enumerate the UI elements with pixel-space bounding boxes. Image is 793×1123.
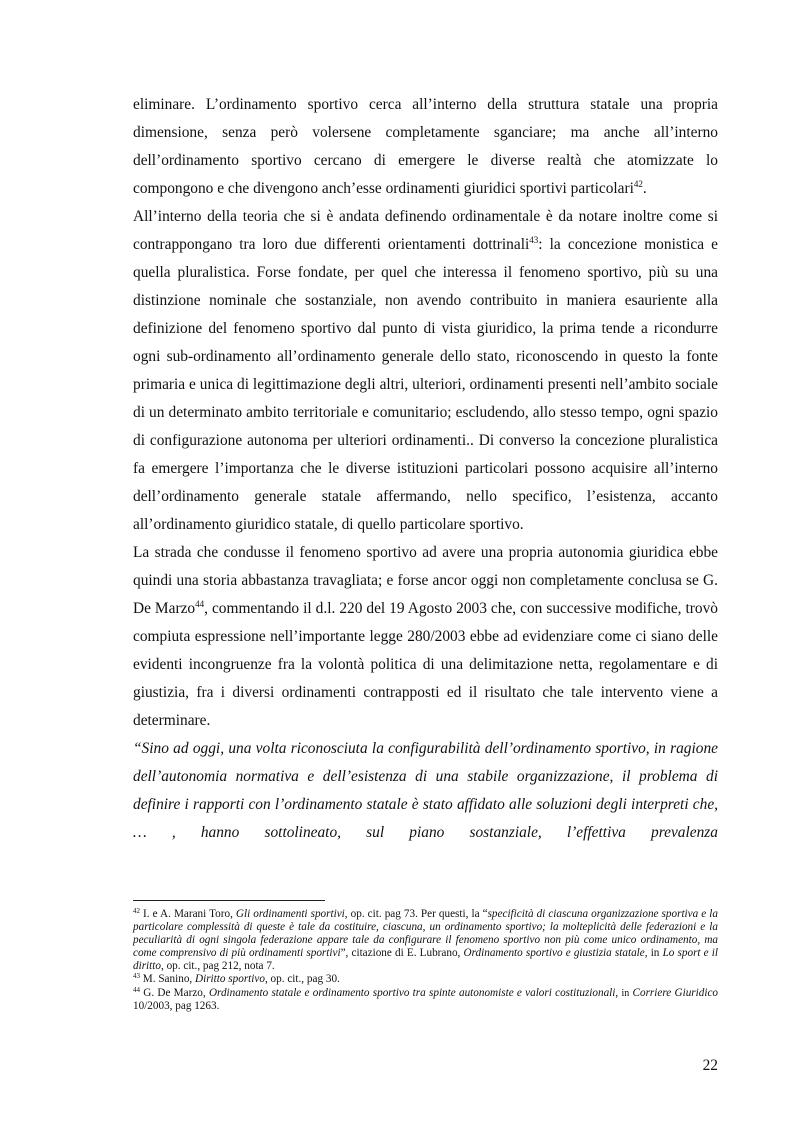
paragraph-1: eliminare. L’ordinamento sportivo cerca all’interno della struttura statale una propria dimensione, senza però volersene completamente sganciare; ma anche all’interno dell’ordinamento sportivo cercano di emergere le diverse realtà che atomizzate lo compongono e che divengono anch’esse ordinamenti giuridici sportivi particolari$^{42}$. [133, 96, 718, 197]
footnote-number: 43 [133, 972, 140, 981]
quotation-paragraph: “Sino ad oggi, una volta riconosciuta la configurabilità dell’ordinamento sportivo, in ragione dell’autonomia normativa e dell’esistenza di una stabile organizzazione, il problema di definire i rapporti con l’ordinamento statale è stato affidato alle soluzioni degli interpreti che, … , hanno sottolineato, sul piano sostanziale, l’effettiva prevalenza [133, 740, 718, 841]
footnote-separator [133, 900, 325, 901]
footnote-44: $^{44}$ G. De Marzo, Ordinamento statale e ordinamento sportivo tra spinte autonomiste e valori costituzionali, in Corriere Giuridico 10/2003, pag 1263. [133, 985, 719, 1012]
footnote-number: 44 [133, 985, 140, 994]
footnotes [133, 908, 718, 1013]
page-number: 22 [702, 1057, 718, 1074]
footnote-ref-42[interactable]: 42 [633, 179, 643, 189]
footnote-42: $^{42}$ I. e A. Marani Toro, Gli ordinamenti sportivi, op. cit. pag 73. Per questi, la “specificità di ciascuna organizzazione sportiva e la particolare complessità di queste è tale da costituire, ciascuna, un ordinamento sportivo; la molteplicità delle federazioni e la peculiarità di ogni singola federazione appare tale da configurare il fenomeno sportivo non più come unico ordinamento, ma come comprensivo di più ordinamenti sportivi”, citazione di E. Lubrano, Ordinamento sportivo e giustizia statale, in Lo sport e il diritto, op. cit., pag 212, nota 7. [133, 907, 719, 973]
footnote-ref-43[interactable]: 43 [529, 235, 539, 245]
footnote-ref-44[interactable]: 44 [195, 599, 205, 609]
body-text [133, 91, 718, 847]
paragraph-3: La strada che condusse il fenomeno sportivo ad avere una propria autonomia giuridica ebbe quindi una storia abbastanza travagliata; e forse ancor oggi non completamente conclusa se G. De Marzo$^{44}$, commentando il d.l. 220 del 19 Agosto 2003 che, con successive modifiche, trovò compiuta espressione nell’importante legge 280/2003 ebbe ad evidenziare come ci siano delle evidenti incongruenze fra la volontà politica di una delimitazione netta, regolamentare e di giustizia, fra i diversi ordinamenti contrapposti ed il risultato che tale intervento viene a determinare. [133, 544, 718, 729]
paragraph-2: All’interno della teoria che si è andata definendo ordinamentale è da notare inoltre come si contrappongano tra loro due differenti orientamenti dottrinali$^{43}$: la concezione monistica e quella pluralistica. Forse fondate, per quel che interessa il fenomeno sportivo, più su una distinzione nominale che sostanziale, non avendo contribuito in maniera esauriente alla definizione del fenomeno sportivo dal punto di vista giuridico, la prima tende a ricondurre ogni sub-ordinamento all’ordinamento generale dello stato, riconoscendo in questo la fonte primaria e unica di legittimazione degli altri, ulteriori, ordinamenti presenti nell’ambito sociale di un determinato ambito territoriale e comunitario; escludendo, allo stesso tempo, ogni spazio di configurazione autonoma per ulteriori ordinamenti.. Di converso la concezione pluralistica fa emergere l’importanza che le diverse istituzioni particolari possono acquisire all’interno dell’ordinamento generale statale affermando, nello specifico, l’esistenza, accanto all’ordinamento giuridico statale, di quello particolare sportivo. [133, 208, 718, 533]
footnote-number: 42 [133, 907, 140, 915]
footnote-43: $^{43}$ M. Sanino, Diritto sportivo, op. cit., pag 30. [133, 972, 340, 986]
